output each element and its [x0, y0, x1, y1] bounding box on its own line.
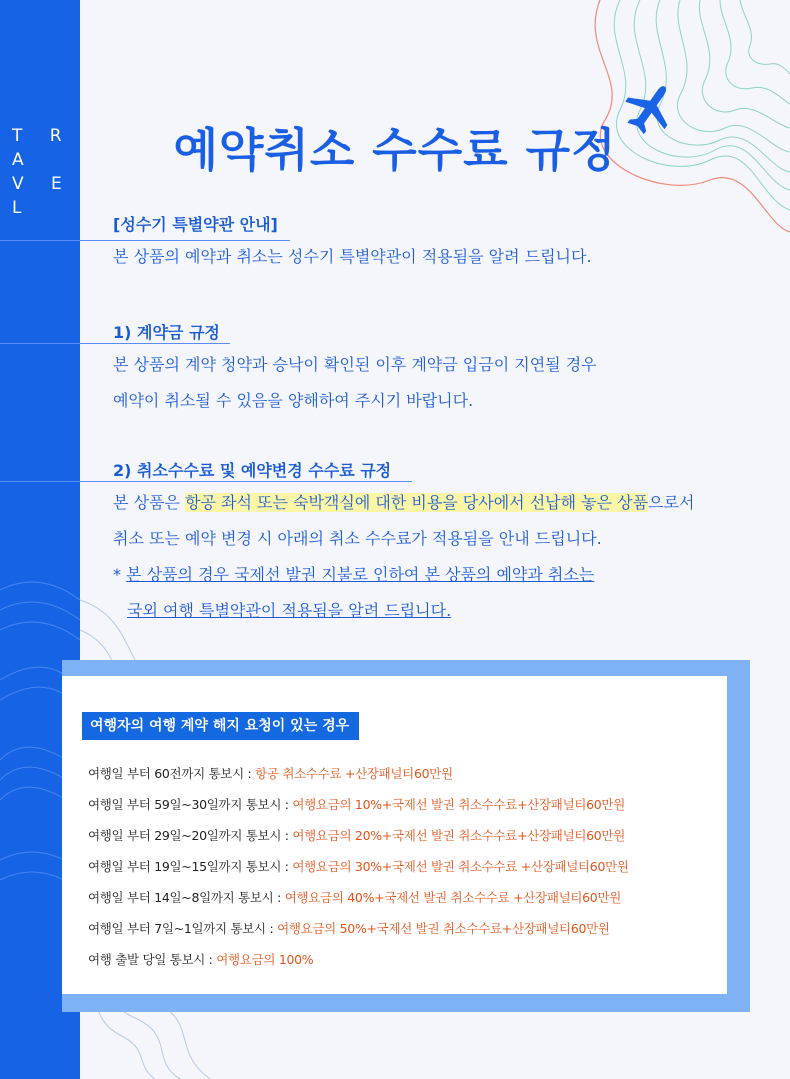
fee-row-amount: 여행요금의 10%+국제선 발권 취소수수료+산장패널티60만원 — [292, 797, 625, 812]
fee-row-period: 여행 출발 당일 통보시 : — [88, 952, 217, 967]
fee-box-tag: 여행자의 여행 계약 해지 요청이 있는 경우 — [82, 712, 359, 740]
fee-row — [88, 820, 629, 851]
fee-row — [88, 882, 629, 913]
fee-row-amount: 여행요금의 30%+국제선 발권 취소수수료 +산장패널티60만원 — [292, 859, 629, 874]
section-heading-deposit: 1) 계약금 규정 — [113, 323, 220, 342]
special-line-1: 본 상품의 예약과 취소는 성수기 특별약관이 적용됨을 알려 드립니다. — [113, 247, 592, 266]
cancel-note-line-1 — [113, 557, 760, 593]
fee-row — [88, 913, 629, 944]
heading-underline — [0, 240, 290, 241]
cancel-line-1-post: 으로서 — [648, 493, 695, 512]
heading-underline — [0, 343, 230, 344]
fee-row-period: 여행일 부터 29일~20일까지 통보시 : — [88, 828, 293, 843]
travel-line-1: T R A — [12, 126, 73, 170]
section-heading-cancel: 2) 취소수수료 및 예약변경 수수료 규정 — [113, 461, 392, 480]
cancel-line-2: 취소 또는 예약 변경 시 아래의 취소 수수료가 적용됨을 안내 드립니다. — [113, 529, 602, 548]
travel-line-2: V E L — [12, 174, 73, 218]
fee-row-period: 여행일 부터 19일~15일까지 통보시 : — [88, 859, 293, 874]
fee-row-amount: 항공 취소수수료 +산장패널티60만원 — [255, 766, 453, 781]
fee-rows — [88, 758, 629, 975]
section-cancellation — [113, 458, 760, 629]
fee-row — [88, 851, 629, 882]
fee-row-amount: 여행요금의 50%+국제선 발권 취소수수료+산장패널티60만원 — [277, 921, 610, 936]
page-title: 예약취소 수수료 규정 — [173, 123, 617, 177]
fee-row-period: 여행일 부터 59일~30일까지 통보시 : — [88, 797, 293, 812]
fee-row-period: 여행일 부터 14일~8일까지 통보시 : — [88, 890, 285, 905]
fee-row — [88, 944, 629, 975]
section-deposit — [113, 320, 760, 419]
fee-row — [88, 758, 629, 789]
cancel-line-1-highlight: 항공 좌석 또는 숙박객실에 대한 비용을 당사에서 선납해 놓은 상품 — [185, 493, 649, 512]
cancel-line-1-pre: 본 상품은 — [113, 493, 185, 512]
fee-row-period: 여행일 부터 60전까지 통보시 : — [88, 766, 256, 781]
deposit-line-1: 본 상품의 계약 청약과 승낙이 확인된 이후 계약금 입금이 지연될 경우 — [113, 355, 597, 374]
note-star: * — [113, 565, 127, 584]
fee-row-amount: 여행요금의 100% — [216, 952, 314, 967]
fee-row-amount: 여행요금의 20%+국제선 발권 취소수수료+산장패널티60만원 — [292, 828, 625, 843]
fee-row-amount: 여행요금의 40%+국제선 발권 취소수수료 +산장패널티60만원 — [284, 890, 621, 905]
note-text-2: 국외 여행 특별약관이 적용됨을 알려 드립니다. — [127, 601, 452, 620]
deposit-line-2: 예약이 취소될 수 있음을 양해하여 주시기 바랍니다. — [113, 391, 474, 410]
note-text-1: 본 상품의 경우 국제선 발권 지불로 인하여 본 상품의 예약과 취소는 — [126, 565, 595, 584]
cancel-note-line-2 — [113, 593, 760, 629]
fee-row-period: 여행일 부터 7일~1일까지 통보시 : — [88, 921, 278, 936]
section-special-terms — [113, 212, 760, 275]
fee-row — [88, 789, 629, 820]
section-heading-special: [성수기 특별약관 안내] — [113, 215, 278, 234]
cancel-line-1 — [113, 485, 760, 521]
heading-underline — [0, 481, 412, 482]
